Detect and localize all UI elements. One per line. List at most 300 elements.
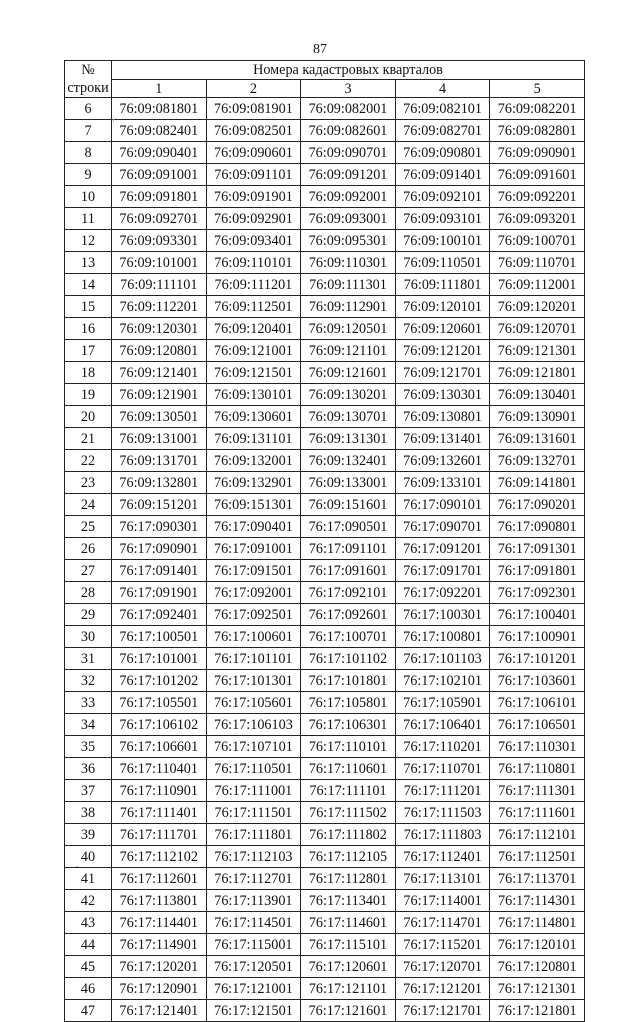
quarter-number-cell: 76:09:093301: [112, 230, 207, 252]
quarter-number-cell: 76:17:106601: [112, 736, 207, 758]
quarter-number-cell: 76:09:091101: [206, 164, 301, 186]
quarter-number-cell: 76:09:082601: [301, 120, 396, 142]
quarter-number-cell: 76:17:090801: [490, 516, 585, 538]
column-header-4: 4: [395, 80, 490, 98]
table-row: [65, 670, 585, 692]
quarters-group-header: Номера кадастровых кварталов: [112, 61, 585, 80]
row-number-cell: 24: [65, 494, 112, 516]
row-number-cell: 11: [65, 208, 112, 230]
quarter-number-cell: 76:17:113701: [490, 868, 585, 890]
row-number-cell: 22: [65, 450, 112, 472]
quarter-number-cell: 76:09:111201: [206, 274, 301, 296]
table-row: [65, 208, 585, 230]
quarter-number-cell: 76:09:091201: [301, 164, 396, 186]
quarter-number-cell: 76:09:132401: [301, 450, 396, 472]
table-row: [65, 912, 585, 934]
quarter-number-cell: 76:09:132801: [112, 472, 207, 494]
table-header: [65, 61, 585, 98]
quarter-number-cell: 76:09:082101: [395, 98, 490, 120]
table-row: [65, 736, 585, 758]
quarter-number-cell: 76:17:101201: [490, 648, 585, 670]
quarter-number-cell: 76:17:106301: [301, 714, 396, 736]
quarter-number-cell: 76:09:132701: [490, 450, 585, 472]
table-row: [65, 758, 585, 780]
quarter-number-cell: 76:09:112201: [112, 296, 207, 318]
row-number-cell: 23: [65, 472, 112, 494]
row-number-cell: 18: [65, 362, 112, 384]
table-row: [65, 516, 585, 538]
quarter-number-cell: 76:09:131101: [206, 428, 301, 450]
quarter-number-cell: 76:09:111301: [301, 274, 396, 296]
quarter-number-cell: 76:09:120601: [395, 318, 490, 340]
quarter-number-cell: 76:09:121001: [206, 340, 301, 362]
row-number-cell: 30: [65, 626, 112, 648]
quarter-number-cell: 76:09:082801: [490, 120, 585, 142]
quarter-number-cell: 76:17:101301: [206, 670, 301, 692]
row-number-cell: 9: [65, 164, 112, 186]
quarter-number-cell: 76:17:090701: [395, 516, 490, 538]
quarter-number-cell: 76:09:090401: [112, 142, 207, 164]
quarter-number-cell: 76:17:111803: [395, 824, 490, 846]
row-number-cell: 21: [65, 428, 112, 450]
quarter-number-cell: 76:09:151201: [112, 494, 207, 516]
quarter-number-cell: 76:09:132601: [395, 450, 490, 472]
quarter-number-cell: 76:17:112103: [206, 846, 301, 868]
quarter-number-cell: 76:17:100401: [490, 604, 585, 626]
quarter-number-cell: 76:17:110901: [112, 780, 207, 802]
quarter-number-cell: 76:17:100901: [490, 626, 585, 648]
quarter-number-cell: 76:09:093201: [490, 208, 585, 230]
quarter-number-cell: 76:17:091401: [112, 560, 207, 582]
quarter-number-cell: 76:09:131401: [395, 428, 490, 450]
quarter-number-cell: 76:09:100701: [490, 230, 585, 252]
table-row: [65, 252, 585, 274]
row-number-cell: 20: [65, 406, 112, 428]
quarter-number-cell: 76:17:107101: [206, 736, 301, 758]
column-header-5: 5: [490, 80, 585, 98]
quarter-number-cell: 76:17:091501: [206, 560, 301, 582]
quarter-number-cell: 76:17:114901: [112, 934, 207, 956]
quarter-number-cell: 76:17:106101: [490, 692, 585, 714]
table-row: [65, 582, 585, 604]
quarter-number-cell: 76:09:082201: [490, 98, 585, 120]
quarter-number-cell: 76:09:131001: [112, 428, 207, 450]
row-number-cell: 17: [65, 340, 112, 362]
quarter-number-cell: 76:09:120101: [395, 296, 490, 318]
quarter-number-cell: 76:17:115201: [395, 934, 490, 956]
quarter-number-cell: 76:17:092201: [395, 582, 490, 604]
quarter-number-cell: 76:17:091901: [112, 582, 207, 604]
cadastral-quarters-table: [64, 60, 585, 1022]
quarter-number-cell: 76:09:130501: [112, 406, 207, 428]
table-row: [65, 98, 585, 120]
quarter-number-cell: 76:17:112101: [490, 824, 585, 846]
quarter-number-cell: 76:17:114701: [395, 912, 490, 934]
quarter-number-cell: 76:17:091801: [490, 560, 585, 582]
quarter-number-cell: 76:09:130601: [206, 406, 301, 428]
quarter-number-cell: 76:17:105501: [112, 692, 207, 714]
quarter-number-cell: 76:09:130301: [395, 384, 490, 406]
column-header-1: 1: [112, 80, 207, 98]
table-row: [65, 890, 585, 912]
quarter-number-cell: 76:09:131701: [112, 450, 207, 472]
quarter-number-cell: 76:17:121301: [490, 978, 585, 1000]
quarter-number-cell: 76:17:090101: [395, 494, 490, 516]
quarter-number-cell: 76:09:130801: [395, 406, 490, 428]
quarter-number-cell: 76:09:095301: [301, 230, 396, 252]
table-row: [65, 780, 585, 802]
quarter-number-cell: 76:17:092101: [301, 582, 396, 604]
quarter-number-cell: 76:17:110101: [301, 736, 396, 758]
table-row: [65, 868, 585, 890]
row-number-cell: 39: [65, 824, 112, 846]
table-row: [65, 472, 585, 494]
quarter-number-cell: 76:17:110501: [206, 758, 301, 780]
table-row: [65, 934, 585, 956]
quarter-number-cell: 76:17:101202: [112, 670, 207, 692]
quarter-number-cell: 76:17:092001: [206, 582, 301, 604]
quarter-number-cell: 76:17:120801: [490, 956, 585, 978]
quarter-number-cell: 76:17:111201: [395, 780, 490, 802]
quarter-number-cell: 76:17:100501: [112, 626, 207, 648]
quarter-number-cell: 76:17:121101: [301, 978, 396, 1000]
quarter-number-cell: 76:09:093401: [206, 230, 301, 252]
table-row: [65, 494, 585, 516]
quarter-number-cell: 76:17:110801: [490, 758, 585, 780]
quarter-number-cell: 76:17:120101: [490, 934, 585, 956]
row-number-cell: 32: [65, 670, 112, 692]
quarter-number-cell: 76:17:110701: [395, 758, 490, 780]
table-row: [65, 714, 585, 736]
quarter-number-cell: 76:09:121801: [490, 362, 585, 384]
quarter-number-cell: 76:17:092601: [301, 604, 396, 626]
quarter-number-cell: 76:17:106401: [395, 714, 490, 736]
quarter-number-cell: 76:09:092901: [206, 208, 301, 230]
quarter-number-cell: 76:17:111802: [301, 824, 396, 846]
row-number-cell: 29: [65, 604, 112, 626]
row-number-cell: 43: [65, 912, 112, 934]
quarter-number-cell: 76:17:114801: [490, 912, 585, 934]
table-row: [65, 428, 585, 450]
quarter-number-cell: 76:09:093101: [395, 208, 490, 230]
quarter-number-cell: 76:09:092001: [301, 186, 396, 208]
row-number-cell: 47: [65, 1000, 112, 1022]
row-number-cell: 8: [65, 142, 112, 164]
table-row: [65, 450, 585, 472]
quarter-number-cell: 76:17:114501: [206, 912, 301, 934]
row-number-cell: 34: [65, 714, 112, 736]
quarter-number-cell: 76:09:120501: [301, 318, 396, 340]
table-row: [65, 824, 585, 846]
quarter-number-cell: 76:09:121701: [395, 362, 490, 384]
quarter-number-cell: 76:17:113901: [206, 890, 301, 912]
quarter-number-cell: 76:17:090401: [206, 516, 301, 538]
scan-mark: [113, 118, 114, 122]
table-row: [65, 340, 585, 362]
quarter-number-cell: 76:09:121201: [395, 340, 490, 362]
quarter-number-cell: 76:17:114401: [112, 912, 207, 934]
quarter-number-cell: 76:09:121901: [112, 384, 207, 406]
quarter-number-cell: 76:09:091601: [490, 164, 585, 186]
quarter-number-cell: 76:17:111801: [206, 824, 301, 846]
quarter-number-cell: 76:17:121401: [112, 1000, 207, 1022]
quarter-number-cell: 76:09:090601: [206, 142, 301, 164]
quarter-number-cell: 76:09:110301: [301, 252, 396, 274]
scan-mark: [76, 866, 78, 867]
quarter-number-cell: 76:17:102101: [395, 670, 490, 692]
quarter-number-cell: 76:17:091001: [206, 538, 301, 560]
quarter-number-cell: 76:17:106102: [112, 714, 207, 736]
quarter-number-cell: 76:17:113801: [112, 890, 207, 912]
table-row: [65, 538, 585, 560]
row-number-cell: 25: [65, 516, 112, 538]
quarter-number-cell: 76:09:081801: [112, 98, 207, 120]
row-number-cell: 31: [65, 648, 112, 670]
quarter-number-cell: 76:09:132001: [206, 450, 301, 472]
quarter-number-cell: 76:09:112001: [490, 274, 585, 296]
quarter-number-cell: 76:17:103601: [490, 670, 585, 692]
quarter-number-cell: 76:09:101001: [112, 252, 207, 274]
quarter-number-cell: 76:17:106103: [206, 714, 301, 736]
quarter-number-cell: 76:09:121101: [301, 340, 396, 362]
quarter-number-cell: 76:17:101801: [301, 670, 396, 692]
quarter-number-cell: 76:09:130901: [490, 406, 585, 428]
quarter-number-cell: 76:17:091601: [301, 560, 396, 582]
row-number-cell: 13: [65, 252, 112, 274]
quarter-number-cell: 76:17:115001: [206, 934, 301, 956]
quarter-number-cell: 76:17:111503: [395, 802, 490, 824]
quarter-number-cell: 76:17:110401: [112, 758, 207, 780]
table-row: [65, 406, 585, 428]
quarter-number-cell: 76:09:082701: [395, 120, 490, 142]
quarter-number-cell: 76:09:082501: [206, 120, 301, 142]
quarter-number-cell: 76:09:100101: [395, 230, 490, 252]
row-number-cell: 42: [65, 890, 112, 912]
quarter-number-cell: 76:17:100701: [301, 626, 396, 648]
header-row-columns: [65, 80, 585, 98]
table-body: [65, 98, 585, 1022]
quarter-number-cell: 76:17:105601: [206, 692, 301, 714]
quarter-number-cell: 76:17:092301: [490, 582, 585, 604]
table-row: [65, 846, 585, 868]
quarter-number-cell: 76:17:120901: [112, 978, 207, 1000]
table-row: [65, 318, 585, 340]
quarter-number-cell: 76:09:121401: [112, 362, 207, 384]
table-row: [65, 692, 585, 714]
quarter-number-cell: 76:09:081901: [206, 98, 301, 120]
row-number-cell: 35: [65, 736, 112, 758]
table-row: [65, 120, 585, 142]
quarter-number-cell: 76:09:120301: [112, 318, 207, 340]
quarter-number-cell: 76:17:113101: [395, 868, 490, 890]
quarter-number-cell: 76:09:121501: [206, 362, 301, 384]
row-number-cell: 41: [65, 868, 112, 890]
quarter-number-cell: 76:09:092701: [112, 208, 207, 230]
quarter-number-cell: 76:17:100301: [395, 604, 490, 626]
row-number-cell: 44: [65, 934, 112, 956]
row-number-cell: 26: [65, 538, 112, 560]
quarter-number-cell: 76:09:111101: [112, 274, 207, 296]
table-row: [65, 274, 585, 296]
quarter-number-cell: 76:17:111701: [112, 824, 207, 846]
quarter-number-cell: 76:09:151601: [301, 494, 396, 516]
quarter-number-cell: 76:17:112601: [112, 868, 207, 890]
table-row: [65, 956, 585, 978]
quarter-number-cell: 76:17:111401: [112, 802, 207, 824]
table-row: [65, 604, 585, 626]
table-row: [65, 978, 585, 1000]
quarter-number-cell: 76:09:120401: [206, 318, 301, 340]
quarter-number-cell: 76:09:090701: [301, 142, 396, 164]
quarter-number-cell: 76:17:111601: [490, 802, 585, 824]
table-row: [65, 560, 585, 582]
quarter-number-cell: 76:17:101102: [301, 648, 396, 670]
row-number-cell: 33: [65, 692, 112, 714]
quarter-number-cell: 76:17:121201: [395, 978, 490, 1000]
row-number-cell: 19: [65, 384, 112, 406]
quarter-number-cell: 76:09:132901: [206, 472, 301, 494]
row-number-header-bottom: строки: [65, 80, 112, 98]
quarter-number-cell: 76:09:090801: [395, 142, 490, 164]
column-header-2: 2: [206, 80, 301, 98]
quarter-number-cell: 76:17:090201: [490, 494, 585, 516]
row-number-cell: 14: [65, 274, 112, 296]
quarter-number-cell: 76:09:120201: [490, 296, 585, 318]
quarter-number-cell: 76:09:082001: [301, 98, 396, 120]
column-header-3: 3: [301, 80, 396, 98]
quarter-number-cell: 76:17:112105: [301, 846, 396, 868]
quarter-number-cell: 76:17:121501: [206, 1000, 301, 1022]
quarter-number-cell: 76:17:110201: [395, 736, 490, 758]
quarter-number-cell: 76:09:082401: [112, 120, 207, 142]
quarter-number-cell: 76:09:110501: [395, 252, 490, 274]
quarter-number-cell: 76:09:130101: [206, 384, 301, 406]
table-row: [65, 802, 585, 824]
quarter-number-cell: 76:09:091001: [112, 164, 207, 186]
quarter-number-cell: 76:17:120601: [301, 956, 396, 978]
row-number-cell: 36: [65, 758, 112, 780]
quarter-number-cell: 76:17:101001: [112, 648, 207, 670]
quarter-number-cell: 76:09:091901: [206, 186, 301, 208]
table-row: [65, 648, 585, 670]
quarter-number-cell: 76:17:110301: [490, 736, 585, 758]
quarter-number-cell: 76:17:120201: [112, 956, 207, 978]
quarter-number-cell: 76:17:111502: [301, 802, 396, 824]
table-row: [65, 296, 585, 318]
quarter-number-cell: 76:09:090901: [490, 142, 585, 164]
quarter-number-cell: 76:09:130201: [301, 384, 396, 406]
table-row: [65, 186, 585, 208]
quarter-number-cell: 76:17:112401: [395, 846, 490, 868]
quarter-number-cell: 76:09:093001: [301, 208, 396, 230]
quarter-number-cell: 76:17:091101: [301, 538, 396, 560]
quarter-number-cell: 76:09:130701: [301, 406, 396, 428]
quarter-number-cell: 76:09:092201: [490, 186, 585, 208]
quarter-number-cell: 76:09:121601: [301, 362, 396, 384]
quarter-number-cell: 76:17:121001: [206, 978, 301, 1000]
quarter-number-cell: 76:09:110701: [490, 252, 585, 274]
quarter-number-cell: 76:09:111801: [395, 274, 490, 296]
quarter-number-cell: 76:17:112102: [112, 846, 207, 868]
quarter-number-cell: 76:17:111001: [206, 780, 301, 802]
quarter-number-cell: 76:09:120801: [112, 340, 207, 362]
row-number-cell: 27: [65, 560, 112, 582]
quarter-number-cell: 76:17:111101: [301, 780, 396, 802]
quarter-number-cell: 76:17:111301: [490, 780, 585, 802]
header-row-group: [65, 61, 585, 80]
quarter-number-cell: 76:17:091701: [395, 560, 490, 582]
table-row: [65, 626, 585, 648]
quarter-number-cell: 76:17:111501: [206, 802, 301, 824]
quarter-number-cell: 76:17:115101: [301, 934, 396, 956]
quarter-number-cell: 76:09:133101: [395, 472, 490, 494]
quarter-number-cell: 76:17:105801: [301, 692, 396, 714]
quarter-number-cell: 76:17:090901: [112, 538, 207, 560]
quarter-number-cell: 76:09:091401: [395, 164, 490, 186]
quarter-number-cell: 76:09:151301: [206, 494, 301, 516]
quarter-number-cell: 76:17:112701: [206, 868, 301, 890]
quarter-number-cell: 76:17:114001: [395, 890, 490, 912]
quarter-number-cell: 76:17:120701: [395, 956, 490, 978]
row-number-cell: 38: [65, 802, 112, 824]
page-number: 87: [313, 42, 327, 57]
quarter-number-cell: 76:17:091301: [490, 538, 585, 560]
quarter-number-cell: 76:17:113401: [301, 890, 396, 912]
quarter-number-cell: 76:17:090301: [112, 516, 207, 538]
quarter-number-cell: 76:09:092101: [395, 186, 490, 208]
quarter-number-cell: 76:17:112501: [490, 846, 585, 868]
row-number-cell: 10: [65, 186, 112, 208]
row-number-cell: 7: [65, 120, 112, 142]
row-number-header-top: №: [65, 61, 112, 80]
quarter-number-cell: 76:17:100801: [395, 626, 490, 648]
row-number-cell: 16: [65, 318, 112, 340]
quarter-number-cell: 76:09:130401: [490, 384, 585, 406]
quarter-number-cell: 76:17:105901: [395, 692, 490, 714]
quarter-number-cell: 76:17:121801: [490, 1000, 585, 1022]
quarter-number-cell: 76:17:110601: [301, 758, 396, 780]
table-row: [65, 384, 585, 406]
quarter-number-cell: 76:09:121301: [490, 340, 585, 362]
row-number-cell: 40: [65, 846, 112, 868]
row-number-cell: 28: [65, 582, 112, 604]
quarter-number-cell: 76:17:114601: [301, 912, 396, 934]
quarter-number-cell: 76:09:110101: [206, 252, 301, 274]
quarter-number-cell: 76:17:092401: [112, 604, 207, 626]
quarter-number-cell: 76:17:121601: [301, 1000, 396, 1022]
quarter-number-cell: 76:09:091801: [112, 186, 207, 208]
table-row: [65, 362, 585, 384]
quarter-number-cell: 76:17:106501: [490, 714, 585, 736]
table-row: [65, 164, 585, 186]
row-number-cell: 37: [65, 780, 112, 802]
row-number-cell: 46: [65, 978, 112, 1000]
quarter-number-cell: 76:09:120701: [490, 318, 585, 340]
table-row: [65, 1000, 585, 1022]
quarter-number-cell: 76:17:100601: [206, 626, 301, 648]
quarter-number-cell: 76:17:112801: [301, 868, 396, 890]
row-number-cell: 6: [65, 98, 112, 120]
quarter-number-cell: 76:17:114301: [490, 890, 585, 912]
quarter-number-cell: 76:17:101103: [395, 648, 490, 670]
quarter-number-cell: 76:17:101101: [206, 648, 301, 670]
table-row: [65, 230, 585, 252]
row-number-cell: 45: [65, 956, 112, 978]
quarter-number-cell: 76:09:141801: [490, 472, 585, 494]
row-number-cell: 12: [65, 230, 112, 252]
row-number-cell: 15: [65, 296, 112, 318]
quarter-number-cell: 76:09:112901: [301, 296, 396, 318]
